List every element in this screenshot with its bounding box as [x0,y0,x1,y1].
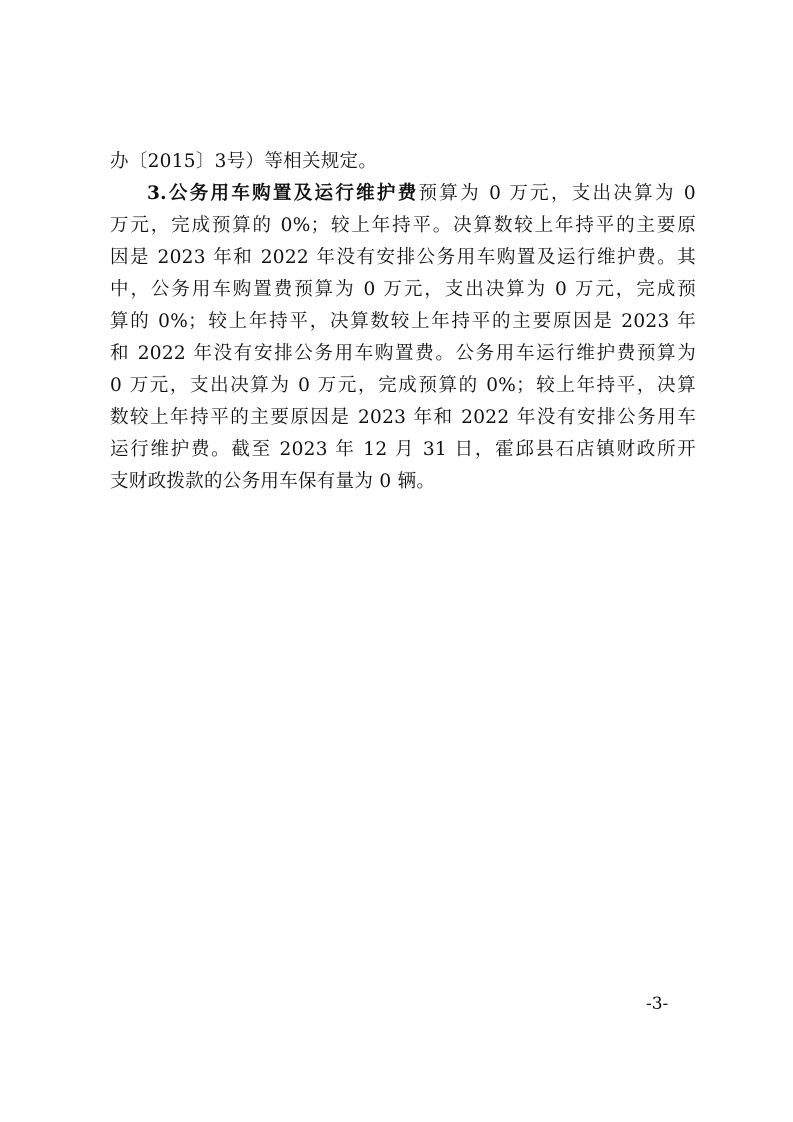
section-3-line-9: 运行维护费。截至 2023 年 12 月 31 日，霍邱县石店镇财政所开 [110,439,696,460]
section-3-line-10: 支财政拨款的公务用车保有量为 0 辆。 [110,471,436,492]
page-number: -3- [646,994,669,1014]
section-3-line-1-text: 预算为 0 万元，支出决算为 0 [418,183,696,204]
section-3-line-4: 中，公务用车购置费预算为 0 万元，支出决算为 0 万元，完成预 [110,279,696,300]
section-3-line-8: 数较上年持平的主要原因是 2023 年和 2022 年没有安排公务用车 [110,407,696,428]
section-3-line-7: 0 万元，支出决算为 0 万元，完成预算的 0%；较上年持平，决算 [110,375,696,396]
section-3-line-1 [110,178,696,210]
section-3-heading: 3.公务用车购置及运行维护费 [147,183,419,204]
section-3-line-5: 算的 0%；较上年持平，决算数较上年持平的主要原因是 2023 年 [110,311,696,332]
document-body [110,146,696,498]
section-3-line-3: 因是 2023 年和 2022 年没有安排公务用车购置及运行维护费。其 [110,247,696,268]
section-3-line-2: 万元，完成预算的 0%；较上年持平。决算数较上年持平的主要原 [110,215,696,236]
section-3-line-6: 和 2022 年没有安排公务用车购置费。公务用车运行维护费预算为 [110,343,696,364]
continuation-line: 办〔2015〕3号）等相关规定。 [110,151,378,172]
